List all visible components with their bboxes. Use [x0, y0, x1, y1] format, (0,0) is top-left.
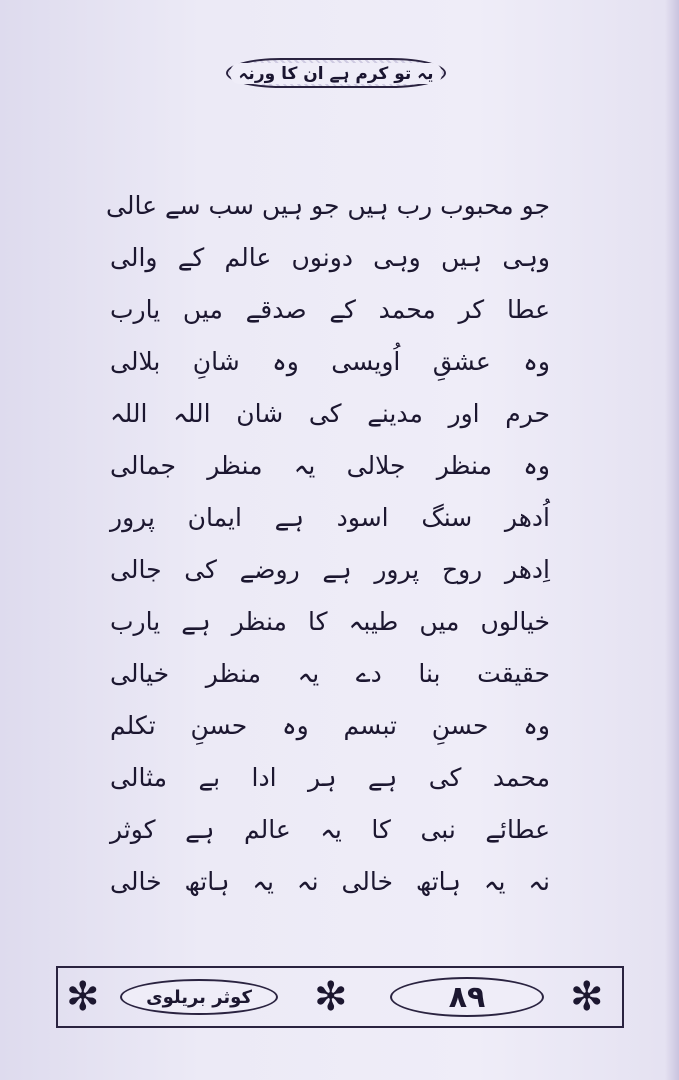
asterisk-ornament-icon: ✻	[570, 974, 604, 1020]
verse-line: خیالوں میں طیبہ کا منظر ہے یارب	[110, 607, 550, 636]
verse-line: جو محبوب رب ہیں جو ہیں سب سے عالی	[106, 191, 550, 220]
running-title: یہ تو کرم ہے ان کا ورنہ	[230, 63, 441, 84]
verse-line: وہ حسنِ تبسم وہ حسنِ تکلم	[110, 711, 550, 740]
page-number: ۸۹	[390, 977, 544, 1017]
verse-line: وہ عشقِ اُویسی وہ شانِ بلالی	[110, 347, 550, 376]
footer-bar	[56, 966, 624, 1028]
asterisk-ornament-icon: ✻	[314, 974, 348, 1020]
verse-line: حقیقت بنا دے یہ منظر خیالی	[110, 659, 550, 688]
author-name: کوثر بریلوی	[120, 979, 278, 1015]
verse-line: عطا کر محمد کے صدقے میں یارب	[110, 295, 550, 324]
asterisk-ornament-icon: ✻	[66, 974, 100, 1020]
verse-line: اُدھر سنگ اسود ہے ایمان پرور	[110, 503, 550, 532]
verse-line: محمد کی ہے ہر ادا بے مثالی	[110, 763, 550, 792]
header-banner	[226, 58, 446, 88]
verse-line: وہی ہیں وہی دونوں عالم کے والی	[110, 243, 550, 272]
page-edge-shadow	[665, 0, 679, 1080]
verse-line: عطائے نبی کا یہ عالم ہے کوثر	[110, 815, 550, 844]
verse-line: نہ یہ ہاتھ خالی نہ یہ ہاتھ خالی	[110, 867, 550, 896]
verse-line: وہ منظر جلالی یہ منظر جمالی	[110, 451, 550, 480]
verse-line: حرم اور مدینے کی شان اللہ اللہ	[110, 399, 550, 428]
verse-line: اِدھر روح پرور ہے روضے کی جالی	[110, 555, 550, 584]
